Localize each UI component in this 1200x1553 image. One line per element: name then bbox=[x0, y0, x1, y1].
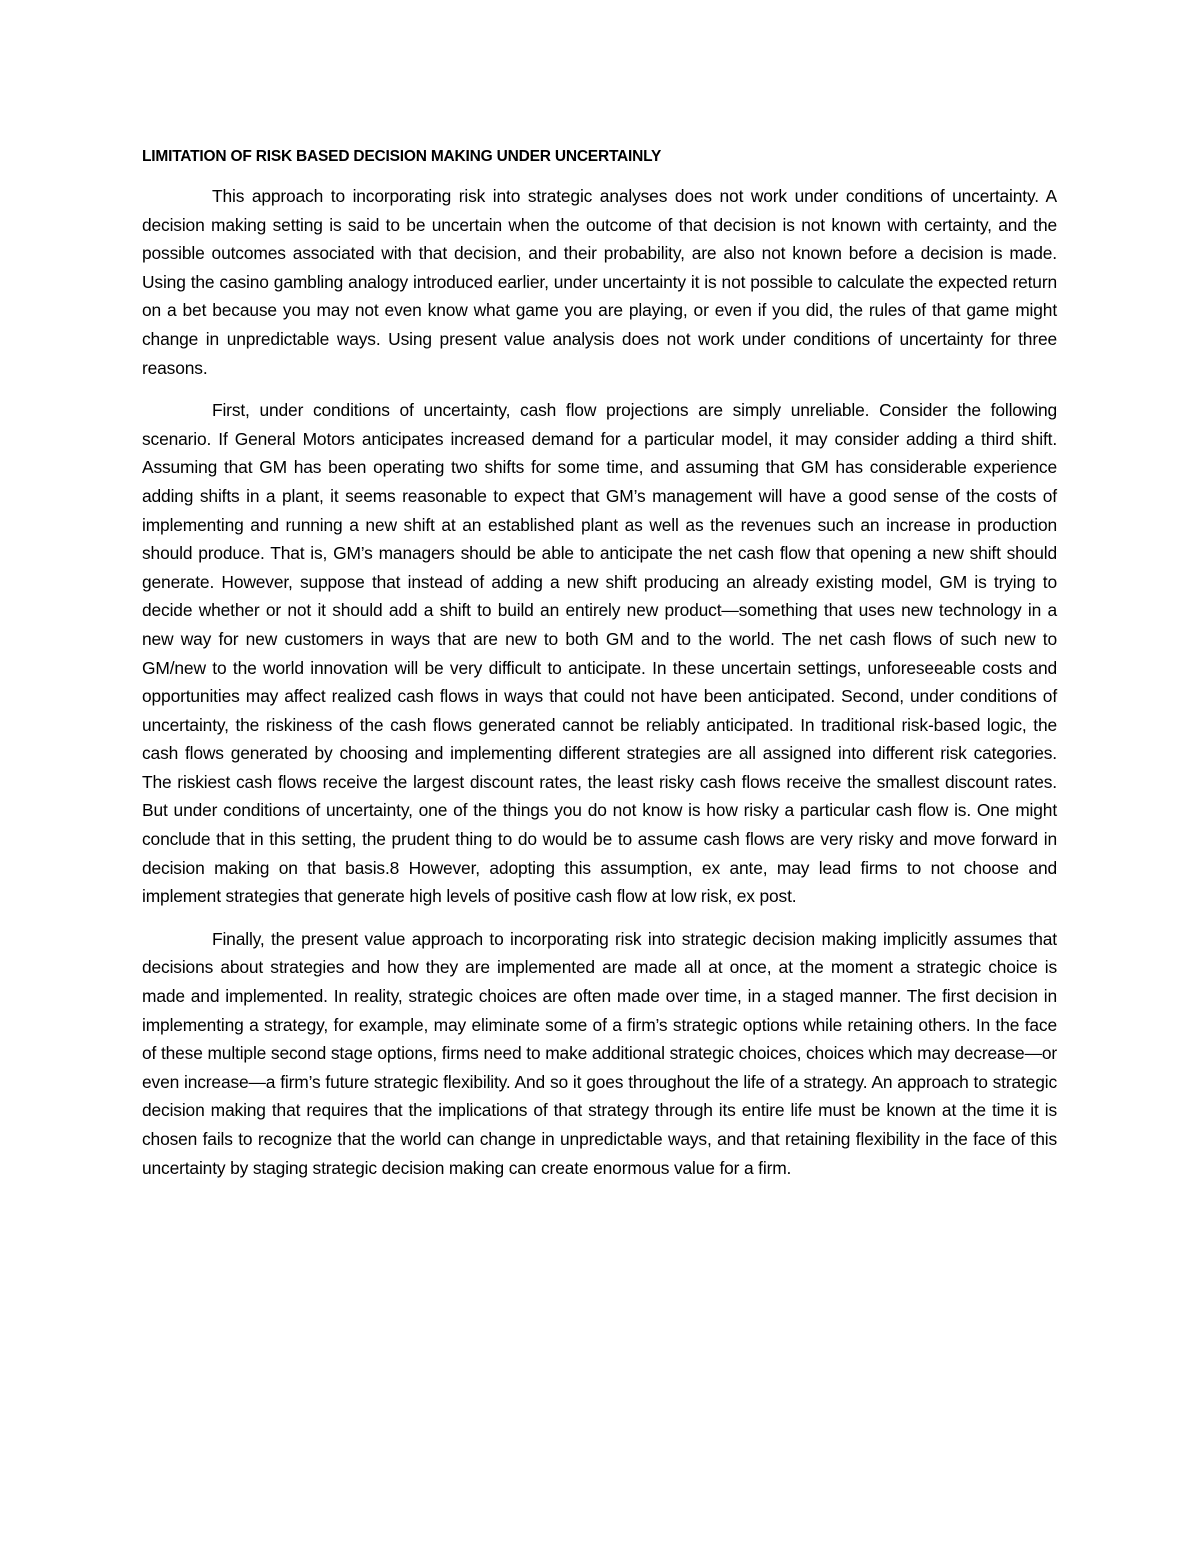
paragraph-first-reason: First, under conditions of uncertainty, cash flow projections are simply unreliable. Consider the following scenario. If General Motors anticipates increased demand for a particular model, it may consider adding a third shift. Assuming that GM has been operating two shifts for some time, and assuming that GM has considerable experience adding shifts in a plant, it seems reasonable to expect that GM’s management will have a good sense of the costs of implementing and running a new shift at an established plant as well as the revenues such an increase in production should produce. That is, GM’s managers should be able to anticipate the net cash flow that opening a new shift should generate. However, suppose that instead of adding a new shift producing an already existing model, GM is trying to decide whether or not it should add a shift to build an entirely new product—something that uses new technology in a new way for new customers in ways that are new to both GM and to the world. The net cash flows of such new to GM/new to the world innovation will be very difficult to anticipate. In these uncertain settings, unforeseeable costs and opportunities may affect realized cash flows in ways that could not have been anticipated. Second, under conditions of uncertainty, the riskiness of the cash flows generated cannot be reliably anticipated. In traditional risk-based logic, the cash flows generated by choosing and implementing different strategies are all assigned into different risk categories. The riskiest cash flows receive the largest discount rates, the least risky cash flows receive the smallest discount rates. But under conditions of uncertainty, one of the things you do not know is how risky a particular cash flow is. One might conclude that in this setting, the prudent thing to do would be to assume cash flows are very risky and move forward in decision making on that basis.8 However, adopting this assumption, ex ante, may lead firms to not choose and implement strategies that generate high levels of positive cash flow at low risk, ex post. bbox=[142, 400, 1057, 907]
paragraph-intro: This approach to incorporating risk into strategic analyses does not work under conditions of uncertainty. A decision making setting is said to be uncertain when the outcome of that decision is not known with certainty, and the possible outcomes associated with that decision, and their probability, are also not known before a decision is made. Using the casino gambling analogy introduced earlier, under uncertainty it is not possible to calculate the expected return on a bet because you may not even know what game you are playing, or even if you did, the rules of that game might change in unpredictable ways. Using present value analysis does not work under conditions of uncertainty for three reasons. bbox=[142, 186, 1057, 378]
paragraph-finally: Finally, the present value approach to incorporating risk into strategic decision making implicitly assumes that decisions about strategies and how they are implemented are made all at once, at the moment a strategic choice is made and implemented. In reality, strategic choices are often made over time, in a staged manner. The first decision in implementing a strategy, for example, may eliminate some of a firm’s strategic options while retaining others. In the face of these multiple second stage options, firms need to make additional strategic choices, choices which may decrease—or even increase—a firm’s future strategic flexibility. And so it goes throughout the life of a strategy. An approach to strategic decision making that requires that the implications of that strategy through its entire life must be known at the time it is chosen fails to recognize that the world can change in unpredictable ways, and that retaining flexibility in the face of this uncertainty by staging strategic decision making can create enormous value for a firm. bbox=[142, 928, 1057, 1178]
document-title: LIMITATION OF RISK BASED DECISION MAKING UNDER UNCERTAINLY bbox=[142, 148, 662, 165]
document-body bbox=[142, 144, 1057, 1196]
